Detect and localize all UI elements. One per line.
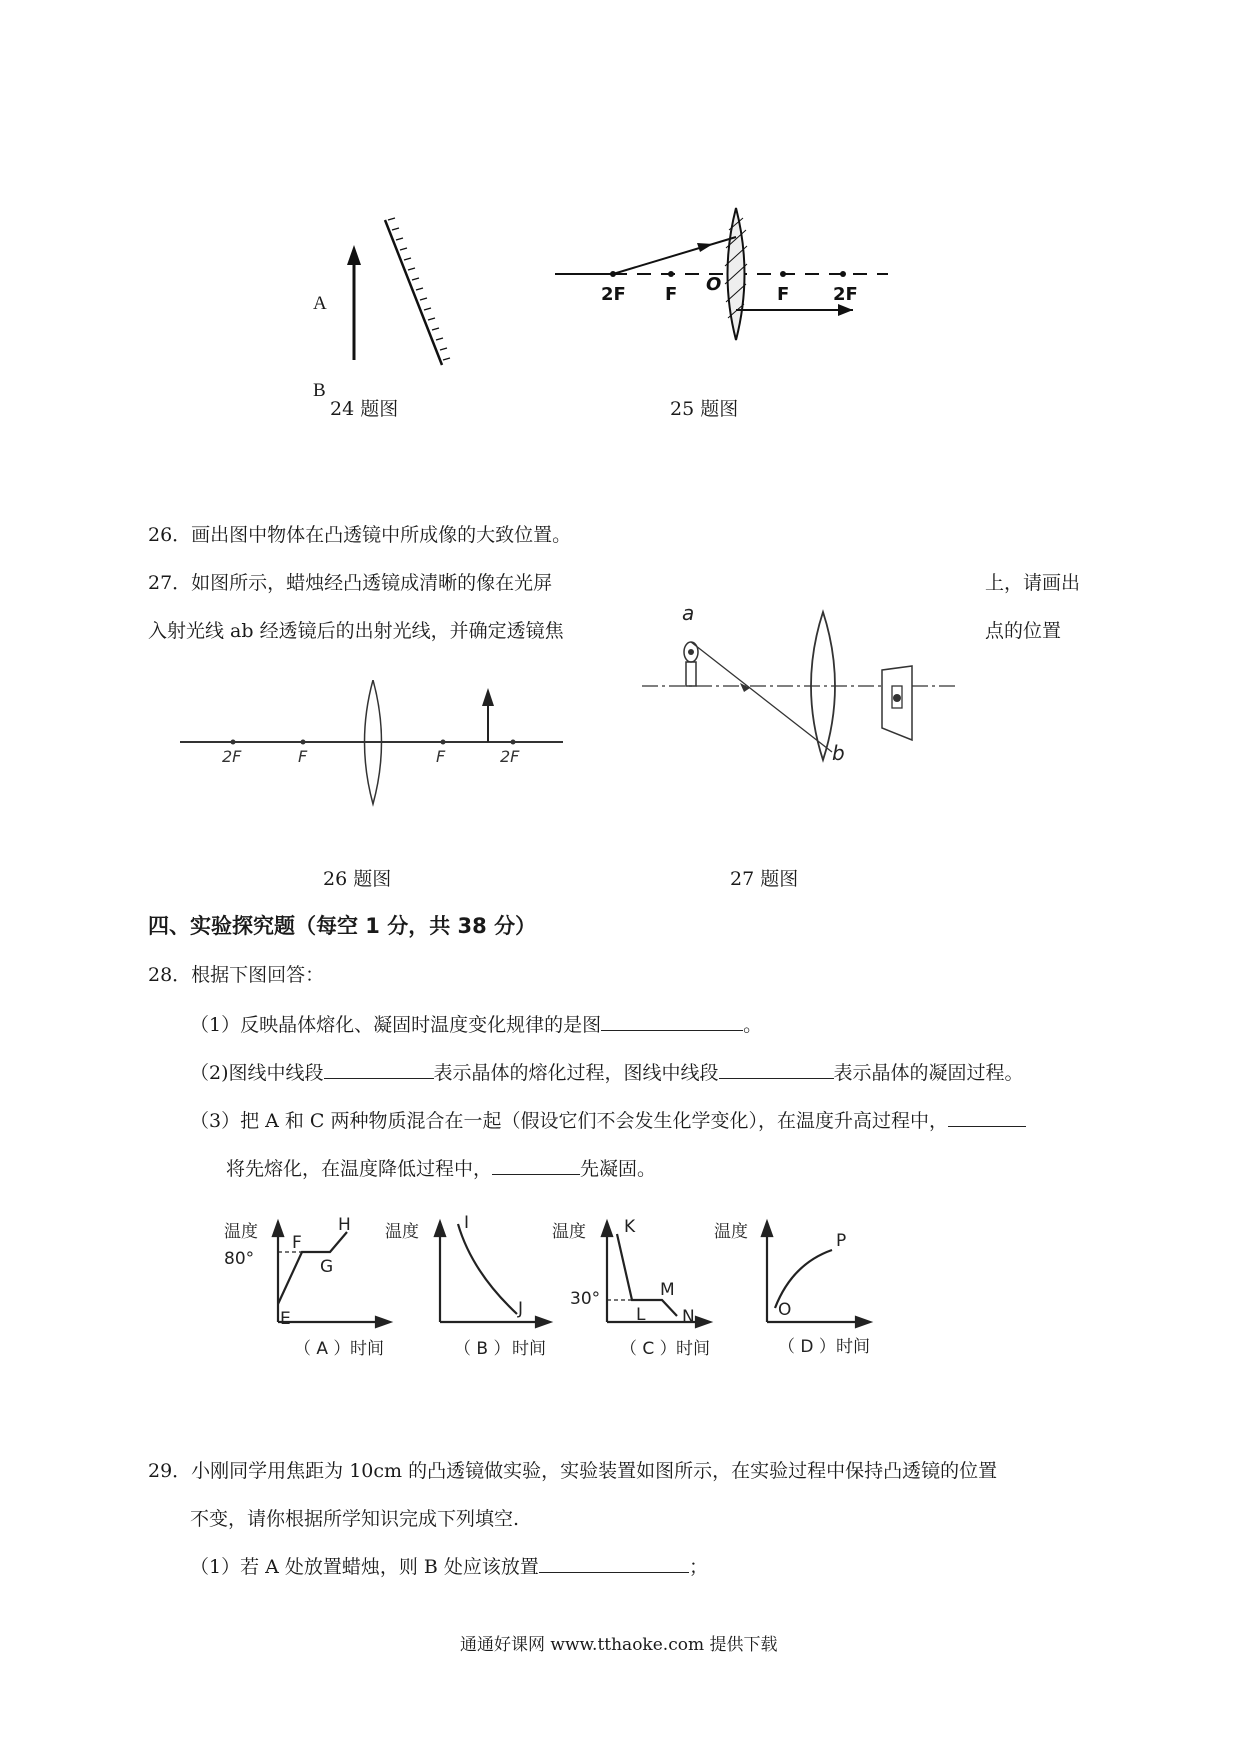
answer-blank-29-1[interactable] (539, 1552, 689, 1573)
question-28-sub2-part-c: 表示晶体的凝固过程。 (833, 1062, 1024, 1084)
answer-blank-28-3b[interactable] (492, 1154, 580, 1175)
question-28-sub3-line2 (226, 1154, 656, 1181)
question-27-line1-right: 上，请画出 (985, 572, 1081, 594)
figure-25-label-f-left: F (665, 284, 678, 305)
temperature-graphs-drawing (222, 1212, 942, 1362)
question-28-sub1 (190, 1010, 762, 1037)
figure-25-label-o: O (706, 274, 722, 295)
figure-27-label-b: b (832, 741, 845, 765)
figure-26 (178, 680, 568, 810)
figure-25-label-2f-left: 2F (601, 284, 626, 305)
question-28-sub3-text: （3）把 A 和 C 两种物质混合在一起（假设它们不会发生化学变化），在温度升高过程中， (190, 1110, 949, 1132)
answer-blank-28-1[interactable] (601, 1010, 743, 1031)
question-28-sub1-suffix: 。 (743, 1014, 763, 1036)
graph-a-point-g: G (320, 1257, 334, 1277)
graph-a-point-h: H (338, 1215, 351, 1235)
graph-a-point-f: F (292, 1233, 302, 1253)
graph-c-point-k: K (624, 1217, 636, 1237)
figure-26-label-f-right: F (436, 747, 446, 766)
figure-26-caption: 26 题图 (323, 868, 392, 890)
graph-d-ylabel: 温度 (714, 1222, 748, 1242)
graph-c-name: （ C ） (620, 1339, 677, 1359)
question-26-text: 26．画出图中物体在凸透镜中所成像的大致位置。 (148, 524, 572, 546)
temperature-graphs (222, 1212, 942, 1362)
figure-24-caption: 24 题图 (330, 398, 399, 420)
graph-c-temp-label: 30° (570, 1289, 601, 1309)
figure-25 (553, 200, 893, 350)
answer-blank-28-2a[interactable] (324, 1058, 434, 1079)
figure-25-drawing (553, 200, 893, 350)
question-29-line1: 29．小刚同学用焦距为 10cm 的凸透镜做实验，实验装置如图所示，在实验过程中保持凸透镜的位置 (148, 1460, 998, 1482)
graph-c-ylabel: 温度 (552, 1222, 586, 1242)
graph-a-ylabel: 温度 (224, 1222, 258, 1242)
graph-a-name: （ A ） (294, 1339, 351, 1359)
graph-c-point-n: N (682, 1307, 695, 1327)
question-29-sub1 (190, 1552, 708, 1579)
figure-26-label-2f-right: 2F (500, 747, 520, 766)
figure-25-caption: 25 题图 (670, 398, 739, 420)
page-footer: 通通好课网 www.tthaoke.com 提供下载 (460, 1635, 778, 1655)
figure-25-label-2f-right: 2F (833, 284, 858, 305)
figure-26-label-f-left: F (298, 747, 308, 766)
graph-c-point-l: L (636, 1305, 646, 1325)
graph-a-point-e: E (280, 1309, 291, 1329)
figure-27-caption: 27 题图 (730, 868, 799, 890)
question-29-sub1-suffix: ； (688, 1556, 708, 1578)
question-28-sub2 (190, 1058, 1024, 1085)
graph-b-ylabel: 温度 (385, 1222, 419, 1242)
graph-b-name: （ B ） (454, 1339, 511, 1359)
graph-c-point-m: M (660, 1280, 675, 1300)
figure-26-drawing (178, 680, 568, 810)
question-27-line2-right: 点的位置 (985, 620, 1062, 642)
figure-27-drawing (640, 600, 960, 770)
graph-b-point-j: J (518, 1299, 524, 1319)
question-28-sub2-part-b: 表示晶体的熔化过程，图线中线段 (433, 1062, 719, 1084)
graph-d-name: （ D ） (778, 1337, 836, 1357)
question-29-sub1-prefix: （1）若 A 处放置蜡烛，则 B 处应该放置 (190, 1556, 539, 1578)
figure-27-label-a: a (682, 601, 695, 625)
question-27-line1-left: 27．如图所示，蜡烛经凸透镜成清晰的像在光屏 (148, 572, 553, 594)
figure-25-label-f-right: F (777, 284, 790, 305)
graph-d-point-o: O (778, 1300, 792, 1320)
graph-b-xlabel: 时间 (512, 1339, 546, 1359)
figure-27 (640, 600, 960, 770)
answer-blank-28-3a[interactable] (948, 1106, 1026, 1127)
graph-b-point-i: I (464, 1213, 470, 1233)
question-28-sub1-prefix: （1）反映晶体熔化、凝固时温度变化规律的是图 (190, 1014, 602, 1036)
graph-c-xlabel: 时间 (676, 1339, 710, 1359)
figure-24-label-a: A (313, 293, 327, 314)
question-28-sub3-part-a: 将先熔化，在温度降低过程中， (226, 1158, 493, 1180)
figure-24-label-b: B (313, 380, 326, 401)
graph-a-xlabel: 时间 (350, 1339, 384, 1359)
question-28-intro: 28．根据下图回答： (148, 964, 325, 986)
question-28-sub3-line1 (190, 1106, 1026, 1133)
section-4-heading: 四、实验探究题（每空 1 分，共 38 分） (148, 914, 537, 938)
question-28-sub3-part-b: 先凝固。 (580, 1158, 657, 1180)
answer-blank-28-2b[interactable] (719, 1058, 834, 1079)
question-28-sub2-part-a: （2)图线中线段 (190, 1062, 324, 1084)
question-27-line2-left: 入射光线 ab 经透镜后的出射光线，并确定透镜焦 (148, 620, 564, 642)
graph-d-point-p: P (836, 1231, 847, 1251)
graph-d-xlabel: 时间 (836, 1337, 870, 1357)
figure-26-label-2f-left: 2F (222, 747, 242, 766)
graph-a-temp-label: 80° (224, 1249, 255, 1269)
question-29-line2: 不变，请你根据所学知识完成下列填空. (190, 1508, 520, 1530)
